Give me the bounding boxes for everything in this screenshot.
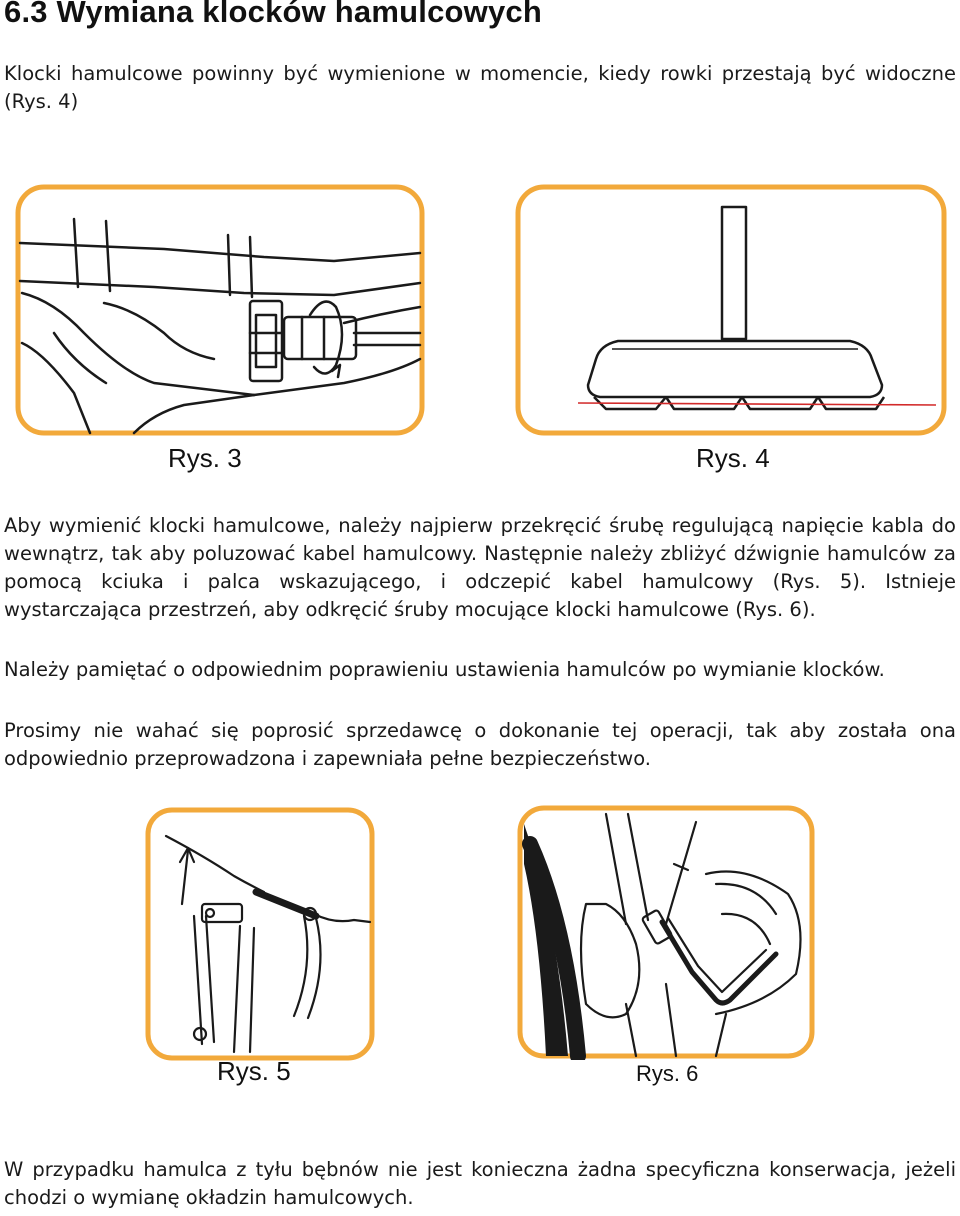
figure-5-release-cable xyxy=(144,806,376,1062)
caption-fig-6: Rys. 6 xyxy=(636,1061,699,1086)
caption-fig-5: Rys. 5 xyxy=(217,1056,291,1086)
adjustment-note: Należy pamiętać o odpowiednim poprawieniu ustawienia hamulców po wymianie klocków. xyxy=(4,658,885,681)
intro-paragraph: Klocki hamulcowe powinny być wymienione w momencie, kiedy rowki przestają być widoczne (Rys. 4) xyxy=(4,62,956,113)
dealer-note: Prosimy nie wahać się poprosić sprzedawcę o dokonanie tej operacji, tak aby została ona odpowiednio przeprowadzona i zapewniała pełne bezpieczeństwo. xyxy=(4,719,956,770)
caption-fig-3: Rys. 3 xyxy=(168,443,242,473)
caption-fig-4: Rys. 4 xyxy=(696,443,770,473)
rear-drum-note: W przypadku hamulca z tyłu bębnów nie jest konieczna żadna specyficzna konserwacja, jeżeli chodzi o wymianę okładzin hamulcowych. xyxy=(4,1158,956,1209)
section-title: 6.3 Wymiana klocków hamulcowych xyxy=(4,0,542,29)
instructions-paragraph: Aby wymienić klocki hamulcowe, należy najpierw przekręcić śrubę regulującą napięcie kabla do wewnątrz, tak aby poluzować kabel hamulcowy. Następnie należy zbliżyć dźwignie hamulców za pomocą kciuka i palca wskazującego, i odczepić kabel hamulcowy (Rys. 5). Istnieje wystarczająca przestrzeń, aby odkręcić śruby mocujące klocki hamulcowe (Rys. 6). xyxy=(4,514,956,621)
figure-4-brake-pad-wear xyxy=(514,183,948,437)
figure-3-cable-adjuster xyxy=(14,183,426,437)
figure-6-unscrew-pads xyxy=(516,804,816,1060)
